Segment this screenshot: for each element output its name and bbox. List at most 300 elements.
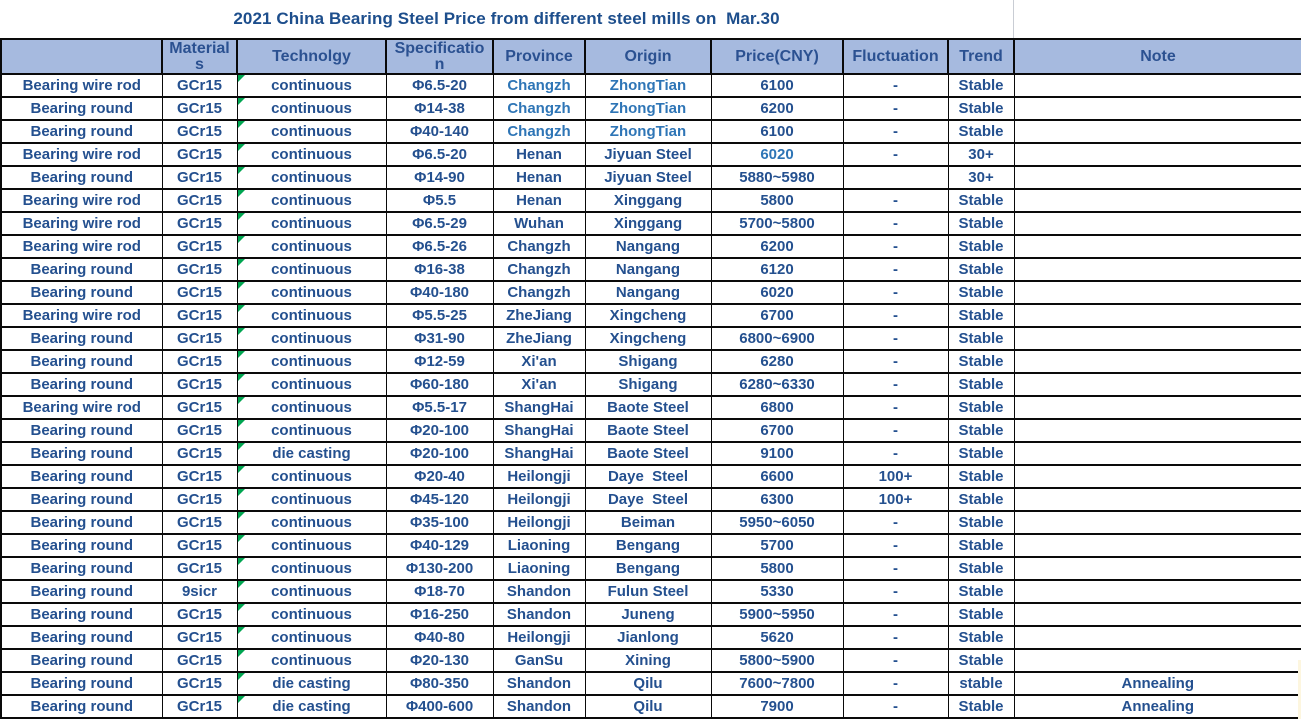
table-row [1, 120, 1301, 143]
cell-origin[interactable]: Daye Steel [585, 488, 711, 511]
cell-province[interactable]: Changzh [493, 235, 585, 258]
cell-trend[interactable]: Stable [948, 442, 1014, 465]
cell-fluctuation[interactable]: - [843, 603, 948, 626]
cell-materials[interactable]: GCr15 [162, 304, 237, 327]
cell-fluctuation[interactable]: - [843, 672, 948, 695]
cell-specification[interactable]: Φ35-100 [386, 511, 493, 534]
cell-origin[interactable]: Fulun Steel [585, 580, 711, 603]
cell-price[interactable]: 6100 [711, 74, 843, 97]
cell-province[interactable]: ZheJiang [493, 327, 585, 350]
cell-fluctuation[interactable]: - [843, 695, 948, 718]
cell-technology[interactable]: continuous [237, 603, 386, 626]
cell-fluctuation[interactable]: - [843, 97, 948, 120]
cell-product[interactable]: Bearing wire rod [1, 212, 162, 235]
cell-specification[interactable]: Φ14-90 [386, 166, 493, 189]
cell-trend[interactable]: Stable [948, 258, 1014, 281]
cell-note[interactable] [1014, 166, 1301, 189]
cell-price[interactable]: 5880~5980 [711, 166, 843, 189]
cell-trend[interactable]: Stable [948, 97, 1014, 120]
cell-technology[interactable]: continuous [237, 97, 386, 120]
cell-origin[interactable]: Xingcheng [585, 327, 711, 350]
cell-materials[interactable]: GCr15 [162, 695, 237, 718]
cell-trend[interactable]: Stable [948, 649, 1014, 672]
cell-origin[interactable]: Shigang [585, 373, 711, 396]
cell-specification[interactable]: Φ40-140 [386, 120, 493, 143]
table-row [1, 603, 1301, 626]
cell-fluctuation[interactable]: - [843, 373, 948, 396]
cell-specification[interactable]: Φ400-600 [386, 695, 493, 718]
cell-technology[interactable]: continuous [237, 235, 386, 258]
cell-trend[interactable]: Stable [948, 212, 1014, 235]
cell-fluctuation[interactable]: - [843, 396, 948, 419]
cell-origin[interactable]: Baote Steel [585, 442, 711, 465]
cell-technology[interactable]: continuous [237, 212, 386, 235]
cell-materials[interactable]: GCr15 [162, 603, 237, 626]
cell-product[interactable]: Bearing round [1, 419, 162, 442]
column-header-specification[interactable]: Specification [386, 39, 493, 74]
cell-technology[interactable]: continuous [237, 74, 386, 97]
cell-origin[interactable]: Nangang [585, 235, 711, 258]
cell-technology[interactable]: continuous [237, 396, 386, 419]
cell-fluctuation[interactable]: - [843, 580, 948, 603]
cell-price[interactable]: 5700 [711, 534, 843, 557]
cell-fluctuation[interactable]: - [843, 626, 948, 649]
cell-fluctuation[interactable]: - [843, 143, 948, 166]
cell-trend[interactable]: 30+ [948, 143, 1014, 166]
cell-product[interactable]: Bearing round [1, 626, 162, 649]
cell-province[interactable]: Shandon [493, 672, 585, 695]
cell-trend[interactable]: Stable [948, 74, 1014, 97]
cell-specification[interactable]: Φ6.5-20 [386, 143, 493, 166]
cell-specification[interactable]: Φ80-350 [386, 672, 493, 695]
cell-origin[interactable]: Bengang [585, 534, 711, 557]
cell-note[interactable] [1014, 120, 1301, 143]
cell-province[interactable]: Henan [493, 189, 585, 212]
cell-product[interactable]: Bearing wire rod [1, 304, 162, 327]
column-header-technology[interactable]: Technolgy [237, 39, 386, 74]
cell-fluctuation[interactable]: - [843, 649, 948, 672]
column-header-province[interactable]: Province [493, 39, 585, 74]
cell-trend[interactable]: Stable [948, 327, 1014, 350]
cell-price[interactable]: 5950~6050 [711, 511, 843, 534]
cell-province[interactable]: ShangHai [493, 396, 585, 419]
cell-fluctuation[interactable]: - [843, 350, 948, 373]
cell-specification[interactable]: Φ6.5-20 [386, 74, 493, 97]
cell-specification[interactable]: Φ31-90 [386, 327, 493, 350]
table-row [1, 235, 1301, 258]
cell-specification[interactable]: Φ45-120 [386, 488, 493, 511]
cell-trend[interactable]: Stable [948, 580, 1014, 603]
cell-product[interactable]: Bearing round [1, 511, 162, 534]
cell-product[interactable]: Bearing wire rod [1, 143, 162, 166]
cell-materials[interactable]: GCr15 [162, 672, 237, 695]
cell-fluctuation[interactable]: - [843, 281, 948, 304]
cell-province[interactable]: GanSu [493, 649, 585, 672]
cell-trend[interactable]: Stable [948, 350, 1014, 373]
cell-price[interactable]: 6800~6900 [711, 327, 843, 350]
cell-product[interactable]: Bearing round [1, 373, 162, 396]
cell-trend[interactable]: 30+ [948, 166, 1014, 189]
cell-technology[interactable]: continuous [237, 580, 386, 603]
cell-product[interactable]: Bearing wire rod [1, 396, 162, 419]
cell-note[interactable] [1014, 304, 1301, 327]
cell-trend[interactable]: Stable [948, 465, 1014, 488]
cell-origin[interactable]: Nangang [585, 258, 711, 281]
cell-note[interactable] [1014, 580, 1301, 603]
column-header-note[interactable]: Note [1014, 39, 1301, 74]
cell-note[interactable] [1014, 258, 1301, 281]
table-row [1, 304, 1301, 327]
cell-fluctuation[interactable]: - [843, 557, 948, 580]
cell-price[interactable]: 5800~5900 [711, 649, 843, 672]
cell-fluctuation[interactable]: - [843, 74, 948, 97]
column-header-product[interactable] [1, 39, 162, 74]
cell-fluctuation[interactable]: - [843, 534, 948, 557]
cell-province[interactable]: Xi'an [493, 350, 585, 373]
cell-trend[interactable]: Stable [948, 695, 1014, 718]
cell-error-flag-icon [238, 167, 245, 174]
cell-product[interactable]: Bearing round [1, 488, 162, 511]
cell-materials[interactable]: GCr15 [162, 465, 237, 488]
cell-price[interactable]: 6800 [711, 396, 843, 419]
cell-note[interactable] [1014, 350, 1301, 373]
cell-product[interactable]: Bearing round [1, 97, 162, 120]
cell-error-flag-icon [238, 259, 245, 266]
cell-materials[interactable]: GCr15 [162, 97, 237, 120]
cell-specification[interactable]: Φ40-80 [386, 626, 493, 649]
cell-origin[interactable]: Daye Steel [585, 465, 711, 488]
cell-fluctuation[interactable] [843, 166, 948, 189]
cell-price[interactable]: 6200 [711, 97, 843, 120]
cell-origin[interactable]: ZhongTian [585, 120, 711, 143]
cell-specification[interactable]: Φ60-180 [386, 373, 493, 396]
cell-price[interactable]: 5330 [711, 580, 843, 603]
cell-error-flag-icon [238, 581, 245, 588]
cell-origin[interactable]: Xinggang [585, 212, 711, 235]
cell-materials[interactable]: GCr15 [162, 327, 237, 350]
cell-specification[interactable]: Φ5.5-25 [386, 304, 493, 327]
cell-price[interactable]: 6100 [711, 120, 843, 143]
cell-trend[interactable]: Stable [948, 557, 1014, 580]
cell-materials[interactable]: GCr15 [162, 258, 237, 281]
cell-origin[interactable]: Xinggang [585, 189, 711, 212]
cell-note[interactable] [1014, 189, 1301, 212]
cell-province[interactable]: Shandon [493, 695, 585, 718]
cell-price[interactable]: 6020 [711, 281, 843, 304]
cell-fluctuation[interactable]: - [843, 511, 948, 534]
cell-technology[interactable]: continuous [237, 281, 386, 304]
cell-materials[interactable]: GCr15 [162, 143, 237, 166]
cell-note[interactable] [1014, 281, 1301, 304]
cell-province[interactable]: Changzh [493, 281, 585, 304]
cell-specification[interactable]: Φ16-250 [386, 603, 493, 626]
cell-fluctuation[interactable]: - [843, 258, 948, 281]
cell-product[interactable]: Bearing wire rod [1, 74, 162, 97]
cell-note[interactable] [1014, 603, 1301, 626]
cell-technology[interactable]: die casting [237, 672, 386, 695]
cell-note[interactable] [1014, 488, 1301, 511]
cell-province[interactable]: Xi'an [493, 373, 585, 396]
cell-price[interactable]: 6700 [711, 419, 843, 442]
cell-materials[interactable]: GCr15 [162, 396, 237, 419]
cell-fluctuation[interactable]: - [843, 212, 948, 235]
cell-trend[interactable]: Stable [948, 488, 1014, 511]
cell-origin[interactable]: Xining [585, 649, 711, 672]
cell-product[interactable]: Bearing round [1, 327, 162, 350]
cell-note[interactable] [1014, 327, 1301, 350]
cell-trend[interactable]: Stable [948, 396, 1014, 419]
cell-materials[interactable]: GCr15 [162, 281, 237, 304]
cell-technology[interactable]: continuous [237, 626, 386, 649]
cell-fluctuation[interactable]: - [843, 120, 948, 143]
cell-price[interactable]: 6600 [711, 465, 843, 488]
cell-province[interactable]: Shandon [493, 580, 585, 603]
cell-materials[interactable]: GCr15 [162, 120, 237, 143]
cell-materials[interactable]: GCr15 [162, 626, 237, 649]
cell-product[interactable]: Bearing round [1, 465, 162, 488]
cell-materials[interactable]: GCr15 [162, 189, 237, 212]
cell-price[interactable]: 5800 [711, 189, 843, 212]
cell-product[interactable]: Bearing round [1, 672, 162, 695]
cell-fluctuation[interactable]: - [843, 327, 948, 350]
cell-technology[interactable]: die casting [237, 442, 386, 465]
cell-price[interactable]: 6120 [711, 258, 843, 281]
cell-specification[interactable]: Φ20-40 [386, 465, 493, 488]
cell-materials[interactable]: GCr15 [162, 511, 237, 534]
cell-product[interactable]: Bearing round [1, 557, 162, 580]
cell-product[interactable]: Bearing round [1, 258, 162, 281]
cell-note[interactable] [1014, 97, 1301, 120]
column-header-materials[interactable]: Materials [162, 39, 237, 74]
cell-fluctuation[interactable]: - [843, 442, 948, 465]
cell-price[interactable]: 7600~7800 [711, 672, 843, 695]
cell-province[interactable]: Henan [493, 166, 585, 189]
cell-fluctuation[interactable]: 100+ [843, 488, 948, 511]
cell-note[interactable] [1014, 649, 1301, 672]
cell-specification[interactable]: Φ20-100 [386, 442, 493, 465]
cell-technology[interactable]: continuous [237, 488, 386, 511]
cell-origin[interactable]: Jiyuan Steel [585, 166, 711, 189]
cell-product[interactable]: Bearing round [1, 580, 162, 603]
cell-product[interactable]: Bearing round [1, 166, 162, 189]
cell-technology[interactable]: continuous [237, 511, 386, 534]
cell-technology[interactable]: continuous [237, 166, 386, 189]
cell-origin[interactable]: Jianlong [585, 626, 711, 649]
cell-materials[interactable]: GCr15 [162, 557, 237, 580]
cell-product[interactable]: Bearing round [1, 534, 162, 557]
cell-price[interactable]: 5700~5800 [711, 212, 843, 235]
cell-fluctuation[interactable]: - [843, 235, 948, 258]
cell-specification[interactable]: Φ5.5 [386, 189, 493, 212]
cell-note[interactable] [1014, 373, 1301, 396]
cell-technology[interactable]: continuous [237, 189, 386, 212]
cell-specification[interactable]: Φ16-38 [386, 258, 493, 281]
cell-province[interactable]: Changzh [493, 74, 585, 97]
cell-product[interactable]: Bearing wire rod [1, 189, 162, 212]
cell-origin[interactable]: Jiyuan Steel [585, 143, 711, 166]
cell-note[interactable]: Annealing [1014, 695, 1301, 718]
cell-price[interactable]: 7900 [711, 695, 843, 718]
cell-origin[interactable]: Juneng [585, 603, 711, 626]
cell-note[interactable] [1014, 511, 1301, 534]
cell-trend[interactable]: Stable [948, 235, 1014, 258]
cell-province[interactable]: ShangHai [493, 442, 585, 465]
cell-note[interactable] [1014, 235, 1301, 258]
cell-fluctuation[interactable]: 100+ [843, 465, 948, 488]
column-header-fluctuation[interactable]: Fluctuation [843, 39, 948, 74]
cell-trend[interactable]: Stable [948, 189, 1014, 212]
cell-product[interactable]: Bearing round [1, 281, 162, 304]
cell-origin[interactable]: Bengang [585, 557, 711, 580]
cell-error-flag-icon [238, 397, 245, 404]
cell-trend[interactable]: Stable [948, 626, 1014, 649]
cell-technology[interactable]: continuous [237, 649, 386, 672]
cell-price[interactable]: 5620 [711, 626, 843, 649]
cell-price[interactable]: 6020 [711, 143, 843, 166]
cell-specification[interactable]: Φ6.5-26 [386, 235, 493, 258]
cell-trend[interactable]: Stable [948, 373, 1014, 396]
cell-materials[interactable]: GCr15 [162, 373, 237, 396]
cell-province[interactable]: Wuhan [493, 212, 585, 235]
column-header-price[interactable]: Price(CNY) [711, 39, 843, 74]
cell-materials[interactable]: GCr15 [162, 166, 237, 189]
cell-product[interactable]: Bearing round [1, 649, 162, 672]
cell-materials[interactable]: GCr15 [162, 488, 237, 511]
cell-origin[interactable]: Qilu [585, 695, 711, 718]
column-header-origin[interactable]: Origin [585, 39, 711, 74]
cell-trend[interactable]: stable [948, 672, 1014, 695]
cell-origin[interactable]: Baote Steel [585, 396, 711, 419]
cell-materials[interactable]: GCr15 [162, 419, 237, 442]
cell-technology[interactable]: continuous [237, 419, 386, 442]
cell-materials[interactable]: GCr15 [162, 442, 237, 465]
cell-specification[interactable]: Φ6.5-29 [386, 212, 493, 235]
cell-trend[interactable]: Stable [948, 511, 1014, 534]
cell-trend[interactable]: Stable [948, 281, 1014, 304]
cell-note[interactable] [1014, 74, 1301, 97]
cell-trend[interactable]: Stable [948, 419, 1014, 442]
cell-specification[interactable]: Φ14-38 [386, 97, 493, 120]
cell-origin[interactable]: Shigang [585, 350, 711, 373]
cell-origin[interactable]: Baote Steel [585, 419, 711, 442]
cell-price[interactable]: 6200 [711, 235, 843, 258]
cell-origin[interactable]: Nangang [585, 281, 711, 304]
cell-note[interactable] [1014, 212, 1301, 235]
cell-technology[interactable]: continuous [237, 258, 386, 281]
cell-note[interactable] [1014, 534, 1301, 557]
cell-materials[interactable]: GCr15 [162, 235, 237, 258]
cell-price[interactable]: 9100 [711, 442, 843, 465]
cell-materials[interactable]: GCr15 [162, 534, 237, 557]
cell-province[interactable]: Liaoning [493, 557, 585, 580]
cell-note[interactable] [1014, 442, 1301, 465]
cell-specification[interactable]: Φ18-70 [386, 580, 493, 603]
cell-note[interactable] [1014, 143, 1301, 166]
cell-note[interactable] [1014, 465, 1301, 488]
cell-fluctuation[interactable]: - [843, 304, 948, 327]
cell-note[interactable] [1014, 626, 1301, 649]
cell-product[interactable]: Bearing round [1, 442, 162, 465]
cell-note[interactable] [1014, 396, 1301, 419]
cell-trend[interactable]: Stable [948, 534, 1014, 557]
column-header-trend[interactable]: Trend [948, 39, 1014, 74]
table-row [1, 580, 1301, 603]
cell-technology[interactable]: continuous [237, 143, 386, 166]
cell-province[interactable]: Heilongji [493, 626, 585, 649]
cell-technology[interactable]: continuous [237, 465, 386, 488]
cell-origin[interactable]: ZhongTian [585, 74, 711, 97]
cell-note[interactable] [1014, 419, 1301, 442]
cell-trend[interactable]: Stable [948, 304, 1014, 327]
cell-error-flag-icon [238, 535, 245, 542]
cell-province[interactable]: Changzh [493, 120, 585, 143]
cell-origin[interactable]: ZhongTian [585, 97, 711, 120]
cell-price[interactable]: 6280 [711, 350, 843, 373]
cell-technology[interactable]: continuous [237, 557, 386, 580]
cell-province[interactable]: Heilongji [493, 488, 585, 511]
cell-materials[interactable]: GCr15 [162, 350, 237, 373]
cell-trend[interactable]: Stable [948, 603, 1014, 626]
cell-specification[interactable]: Φ130-200 [386, 557, 493, 580]
cell-product[interactable]: Bearing round [1, 603, 162, 626]
cell-trend[interactable]: Stable [948, 120, 1014, 143]
cell-specification[interactable]: Φ20-130 [386, 649, 493, 672]
cell-materials[interactable]: GCr15 [162, 74, 237, 97]
cell-technology[interactable]: continuous [237, 350, 386, 373]
cell-technology[interactable]: continuous [237, 327, 386, 350]
cell-fluctuation[interactable]: - [843, 189, 948, 212]
cell-specification[interactable]: Φ20-100 [386, 419, 493, 442]
cell-province[interactable]: Liaoning [493, 534, 585, 557]
cell-origin[interactable]: Beiman [585, 511, 711, 534]
cell-price[interactable]: 6700 [711, 304, 843, 327]
cell-province[interactable]: Heilongji [493, 511, 585, 534]
cell-technology[interactable]: die casting [237, 695, 386, 718]
cell-product[interactable]: Bearing round [1, 350, 162, 373]
cell-technology[interactable]: continuous [237, 120, 386, 143]
cell-province[interactable]: ShangHai [493, 419, 585, 442]
cell-province[interactable]: Changzh [493, 258, 585, 281]
cell-technology[interactable]: continuous [237, 373, 386, 396]
cell-fluctuation[interactable]: - [843, 419, 948, 442]
cell-price[interactable]: 6280~6330 [711, 373, 843, 396]
cell-materials[interactable]: GCr15 [162, 649, 237, 672]
cell-origin[interactable]: Qilu [585, 672, 711, 695]
cell-technology[interactable]: continuous [237, 304, 386, 327]
cell-province[interactable]: ZheJiang [493, 304, 585, 327]
cell-note[interactable]: Annealing [1014, 672, 1301, 695]
cell-price[interactable]: 5800 [711, 557, 843, 580]
cell-product[interactable]: Bearing wire rod [1, 235, 162, 258]
cell-price[interactable]: 5900~5950 [711, 603, 843, 626]
cell-price[interactable]: 6300 [711, 488, 843, 511]
cell-origin[interactable]: Xingcheng [585, 304, 711, 327]
cell-province[interactable]: Changzh [493, 97, 585, 120]
cell-specification[interactable]: Φ5.5-17 [386, 396, 493, 419]
cell-province[interactable]: Shandon [493, 603, 585, 626]
cell-note[interactable] [1014, 557, 1301, 580]
cell-product[interactable]: Bearing round [1, 695, 162, 718]
cell-specification[interactable]: Φ12-59 [386, 350, 493, 373]
cell-specification[interactable]: Φ40-129 [386, 534, 493, 557]
cell-province[interactable]: Henan [493, 143, 585, 166]
cell-technology[interactable]: continuous [237, 534, 386, 557]
cell-province[interactable]: Heilongji [493, 465, 585, 488]
cell-materials[interactable]: 9sicr [162, 580, 237, 603]
cell-product[interactable]: Bearing round [1, 120, 162, 143]
cell-specification[interactable]: Φ40-180 [386, 281, 493, 304]
cell-materials[interactable]: GCr15 [162, 212, 237, 235]
